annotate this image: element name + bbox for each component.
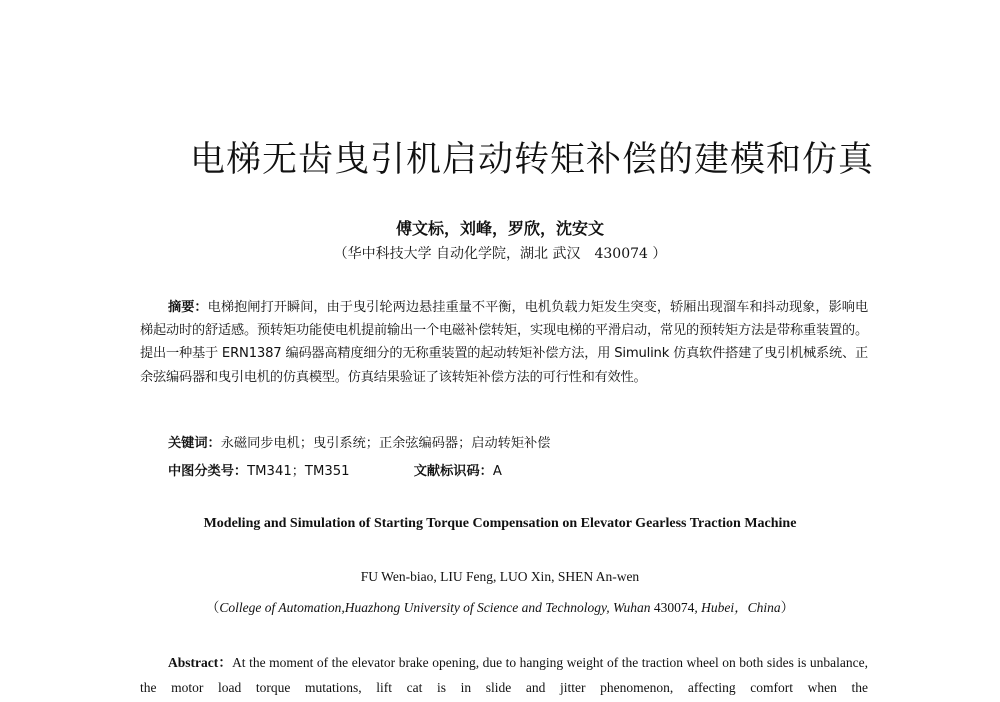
abstract-cn-text: 电梯抱闸打开瞬间，由于曳引轮两边悬挂重量不平衡，电机负载力矩发生突变，轿厢出现溜车和抖动现象，影响电梯起动时的舒适感。预转矩功能使电机提前输出一个电磁补偿转矩，实现电梯的平滑启动，常见的预转矩方法是带称重装置的。提出一种基于 ERN1387 编码器高精度细分的无称重装置的起动转矩补偿方法，用 Simulink 仿真软件搭建了曳引机械系统、正余弦编码器和曳引电机的仿真模型。仿真结果验证了该转矩补偿方法的可行性和有效性。 (140, 300, 868, 385)
affiliation-en-text: College of Automation,Huazhong University of Science and Technology, Wuhan (219, 600, 654, 615)
authors-cn: 傅文标，刘峰，罗欣，沈安文 (395, 219, 604, 238)
keywords-cn-text: 永磁同步电机；曳引系统；正余弦编码器；启动转矩补偿 (220, 436, 551, 451)
paper-title-en: Modeling and Simulation of Starting Torque Compensation on Elevator Gearless Traction Machine (203, 516, 797, 531)
doc-id-value: A (492, 464, 502, 479)
abstract-en-label: Abstract： (168, 655, 233, 670)
keywords-cn-label: 关键词： (168, 436, 221, 451)
doc-id-label: 文献标识码： (413, 464, 493, 479)
affiliation-en (0, 596, 1000, 616)
paper-title-cn: 电梯无齿曳引机启动转矩补偿的建模和仿真 (190, 140, 875, 180)
affiliation-en-close: ） (780, 600, 795, 615)
classification-label: 中图分类号： (168, 464, 248, 479)
classification-value: TM341；TM351 (247, 464, 350, 479)
abstract-cn (140, 296, 868, 389)
affiliation-en-zip: 430074 (653, 600, 695, 615)
abstract-cn-label: 摘要： (168, 300, 208, 315)
classification-cn (168, 460, 502, 479)
affiliation-en-open: （ (205, 600, 220, 615)
authors-en: FU Wen-biao, LIU Feng, LUO Xin, SHEN An-wen (360, 569, 640, 584)
abstract-en-text: At the moment of the elevator brake opening, due to hanging weight of the traction wheel on both sides is unbalance, the motor load torque mutations, lift cat is in slide and jitter phenomenon, affecting comfort when the (140, 655, 868, 695)
affiliation-en-tail: , Hubei，China (694, 600, 781, 615)
keywords-cn (168, 432, 550, 451)
abstract-en (140, 650, 868, 700)
affiliation-cn: （华中科技大学 自动化学院，湖北 武汉 430074 ） (333, 246, 667, 262)
